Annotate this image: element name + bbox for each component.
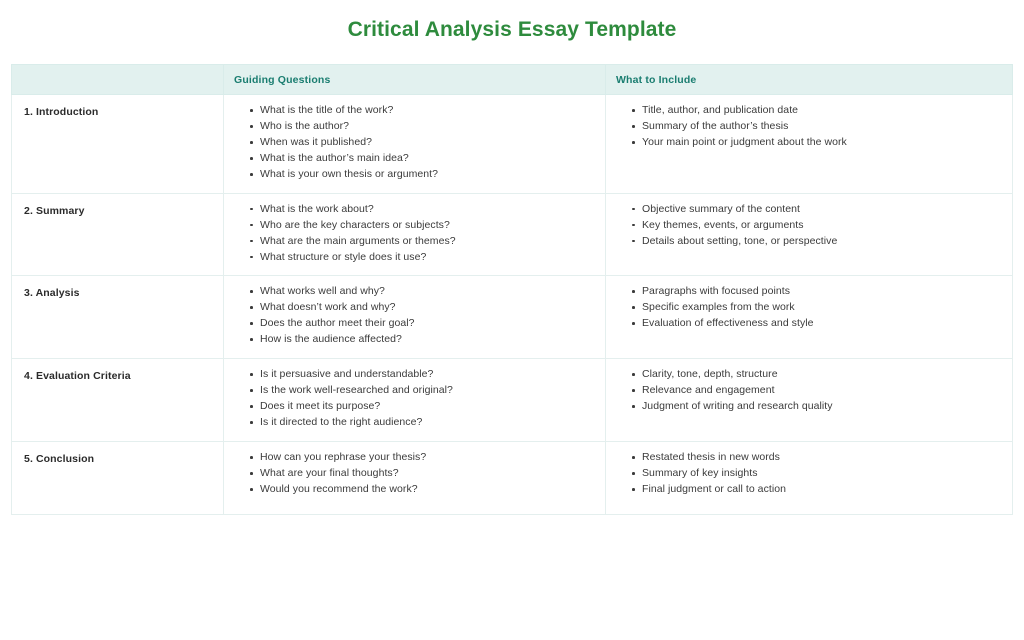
what-to-include-cell (606, 193, 1013, 276)
table-body (12, 95, 1013, 515)
what-to-include-list (624, 105, 1002, 149)
guiding-questions-cell (224, 95, 606, 194)
section-label-cell: 5. Conclusion (12, 441, 224, 514)
list-item: Objective summary of the content (642, 204, 1002, 216)
list-item: Who are the key characters or subjects? (260, 220, 595, 232)
guiding-questions-cell (224, 359, 606, 442)
list-item: What works well and why? (260, 286, 595, 298)
list-item: Judgment of writing and research quality (642, 401, 1002, 413)
list-item: What is the work about? (260, 204, 595, 216)
column-header-section (12, 65, 224, 95)
list-item: Who is the author? (260, 121, 595, 133)
what-to-include-cell (606, 95, 1013, 194)
what-to-include-cell (606, 276, 1013, 359)
table-row (12, 359, 1013, 442)
guiding-questions-list (242, 452, 595, 496)
list-item: Your main point or judgment about the work (642, 137, 1002, 149)
guiding-questions-list (242, 204, 595, 264)
table-row (12, 441, 1013, 514)
what-to-include-list (624, 452, 1002, 496)
list-item: What structure or style does it use? (260, 252, 595, 264)
section-label-cell: 4. Evaluation Criteria (12, 359, 224, 442)
list-item: What is the author’s main idea? (260, 153, 595, 165)
table-row (12, 95, 1013, 194)
list-item: Evaluation of effectiveness and style (642, 318, 1002, 330)
guiding-questions-cell (224, 276, 606, 359)
table-row (12, 193, 1013, 276)
what-to-include-list (624, 204, 1002, 248)
list-item: Clarity, tone, depth, structure (642, 369, 1002, 381)
what-to-include-cell (606, 441, 1013, 514)
list-item: Paragraphs with focused points (642, 286, 1002, 298)
list-item: How can you rephrase your thesis? (260, 452, 595, 464)
column-header-what-to-include: What to Include (606, 65, 1013, 95)
critical-analysis-template-table (11, 64, 1013, 515)
table-header-row (12, 65, 1013, 95)
guiding-questions-cell (224, 193, 606, 276)
what-to-include-cell (606, 359, 1013, 442)
list-item: Is it persuasive and understandable? (260, 369, 595, 381)
list-item: Relevance and engagement (642, 385, 1002, 397)
list-item: Is it directed to the right audience? (260, 417, 595, 429)
page-title: Critical Analysis Essay Template (347, 18, 677, 41)
list-item: Summary of key insights (642, 468, 1002, 480)
list-item: Final judgment or call to action (642, 484, 1002, 496)
guiding-questions-cell (224, 441, 606, 514)
list-item: Specific examples from the work (642, 302, 1002, 314)
what-to-include-list (624, 369, 1002, 413)
table-header (12, 65, 1013, 95)
list-item: Title, author, and publication date (642, 105, 1002, 117)
list-item: What is your own thesis or argument? (260, 169, 595, 181)
list-item: Details about setting, tone, or perspective (642, 236, 1002, 248)
table-row (12, 276, 1013, 359)
list-item: Would you recommend the work? (260, 484, 595, 496)
column-header-guiding-questions: Guiding Questions (224, 65, 606, 95)
template-table-container (11, 64, 1013, 515)
section-label-cell: 1. Introduction (12, 95, 224, 194)
guiding-questions-list (242, 286, 595, 346)
list-item: What doesn’t work and why? (260, 302, 595, 314)
list-item: When was it published? (260, 137, 595, 149)
list-item: How is the audience affected? (260, 334, 595, 346)
section-label-cell: 3. Analysis (12, 276, 224, 359)
list-item: Is the work well-researched and original? (260, 385, 595, 397)
list-item: Summary of the author’s thesis (642, 121, 1002, 133)
list-item: Key themes, events, or arguments (642, 220, 1002, 232)
list-item: What are the main arguments or themes? (260, 236, 595, 248)
list-item: Restated thesis in new words (642, 452, 1002, 464)
list-item: Does the author meet their goal? (260, 318, 595, 330)
guiding-questions-list (242, 369, 595, 429)
list-item: Does it meet its purpose? (260, 401, 595, 413)
section-label-cell: 2. Summary (12, 193, 224, 276)
what-to-include-list (624, 286, 1002, 330)
list-item: What are your final thoughts? (260, 468, 595, 480)
list-item: What is the title of the work? (260, 105, 595, 117)
guiding-questions-list (242, 105, 595, 181)
